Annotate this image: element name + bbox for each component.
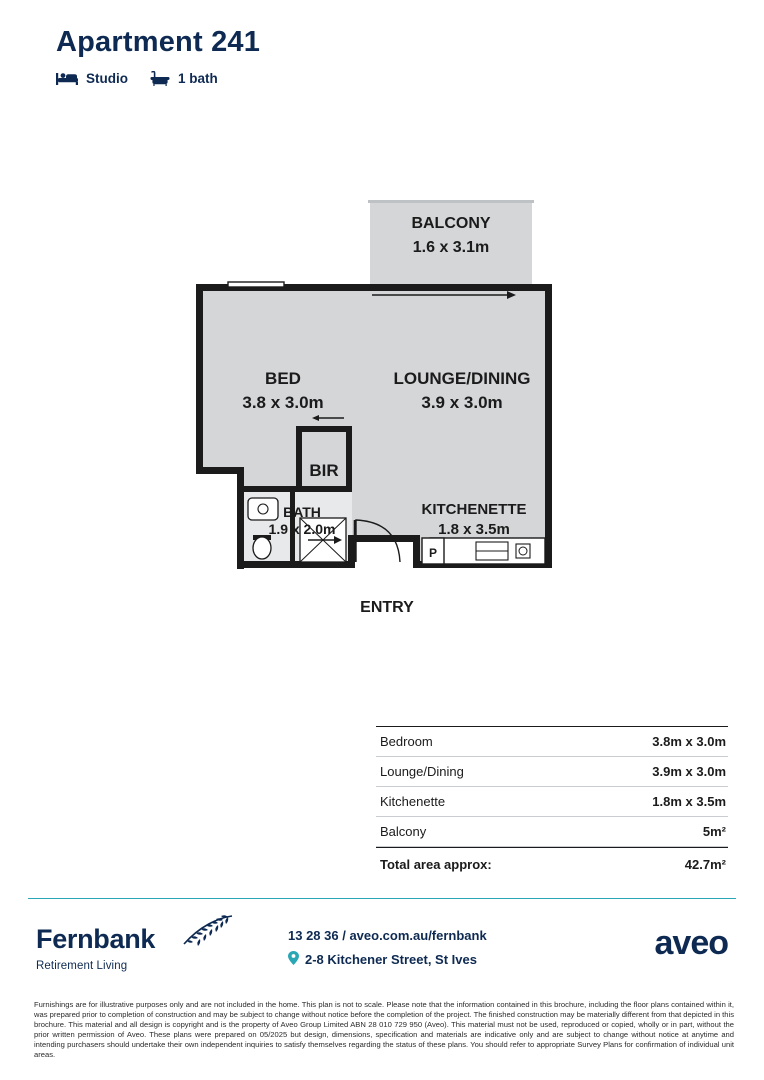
room-dims-bed: 3.8 x 3.0m xyxy=(242,393,324,412)
table-row xyxy=(376,726,728,757)
contact-block xyxy=(288,928,487,968)
schedule-value: 3.8m x 3.0m xyxy=(652,734,726,749)
footer-divider xyxy=(28,898,736,899)
spec-studio-label: Studio xyxy=(86,71,128,86)
brand-tagline: Retirement Living xyxy=(36,960,128,972)
room-label-kitchenette: KITCHENETTE xyxy=(421,501,527,518)
floorplan xyxy=(0,180,764,650)
room-dims-bath: 1.9 x 2.0m xyxy=(268,521,336,537)
fern-leaf-icon xyxy=(178,914,234,953)
room-dims-balcony: 1.6 x 3.1m xyxy=(412,239,490,256)
page-header xyxy=(56,26,260,86)
property-specs xyxy=(56,71,260,86)
schedule-name: Bedroom xyxy=(380,734,433,749)
bath-icon xyxy=(150,71,170,86)
fernbank-logo xyxy=(36,926,155,972)
table-row xyxy=(376,757,728,787)
page-title: Apartment 241 xyxy=(56,26,261,58)
contact-phone-web[interactable]: 13 28 36 / aveo.com.au/fernbank xyxy=(288,928,487,943)
schedule-name: Kitchenette xyxy=(380,794,446,809)
schedule-name: Balcony xyxy=(380,824,427,839)
bed-icon xyxy=(56,72,78,86)
toilet-fixture xyxy=(253,535,271,559)
area-schedule xyxy=(376,726,728,879)
schedule-total-value: 42.7m² xyxy=(684,857,726,872)
spec-bath-label: 1 bath xyxy=(178,71,218,86)
room-label-balcony: BALCONY xyxy=(411,215,491,232)
contact-address: 2-8 Kitchener Street, St Ives xyxy=(305,952,477,967)
location-pin-icon xyxy=(288,951,299,968)
spec-bath xyxy=(150,71,218,86)
page-footer xyxy=(0,912,764,1002)
schedule-value: 1.8m x 3.5m xyxy=(652,794,726,809)
pantry-label: P xyxy=(428,546,438,560)
basin-fixture xyxy=(248,498,278,520)
table-row xyxy=(376,787,728,817)
entry-label: ENTRY xyxy=(360,599,414,616)
schedule-value: 5m² xyxy=(702,824,726,839)
aveo-logo: aveo xyxy=(654,924,728,962)
room-dims-lounge: 3.9 x 3.0m xyxy=(421,393,503,412)
disclaimer-text: Furnishings are for illustrative purposes only and are not included in the home. This plan is not to scale. Please note that the information contained in this brochure, including the floor plans contained within it, was prepared prior to completion of construction and may be subject to change without notice before the completion of the project. The finished construction may be materially different from that depicted in this brochure. This material and all design is copyright and is the property of Aveo Group Limited ABN 28 010 729 950 (Aveo). This material must not be used, reproduced or copied, wholly or in part, without the prior written permission of Aveo. These plans were prepared on 05/2025 but design, dimensions, specification and materials are indicative only and are subject to change without notice at anytime and intending purchasers should undertake their own independent inquiries to satisfy themselves regarding the status of these plans. You should refer to appropriate Survey Plans for confirmation of individual unit areas. xyxy=(34,1000,734,1060)
room-label-bed: BED xyxy=(265,369,301,388)
schedule-total-label: Total area approx: xyxy=(380,857,492,872)
schedule-name: Lounge/Dining xyxy=(380,764,464,779)
schedule-value: 3.9m x 3.0m xyxy=(652,764,726,779)
room-dims-kitchenette: 1.8 x 3.5m xyxy=(438,521,510,538)
table-row xyxy=(376,817,728,847)
room-label-lounge: LOUNGE/DINING xyxy=(393,369,531,388)
table-row-total xyxy=(376,847,728,879)
room-label-bath: BATH xyxy=(283,504,321,520)
spec-studio xyxy=(56,71,128,86)
brand-name: Fernbank xyxy=(36,924,156,954)
room-label-bir: BIR xyxy=(309,461,339,480)
